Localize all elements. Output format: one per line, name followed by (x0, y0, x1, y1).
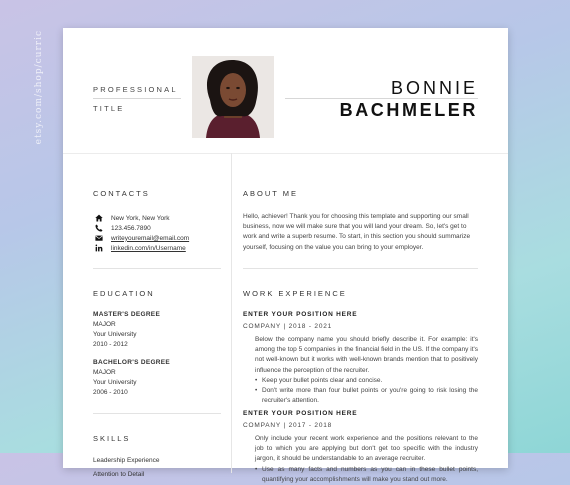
mail-icon (93, 234, 105, 242)
skill-item: Attention to Detail (93, 471, 145, 478)
contact-location-text: New York, New York (111, 214, 170, 222)
degree-years: 2010 - 2012 (93, 341, 128, 348)
column-divider (231, 153, 232, 473)
first-name: BONNIE (390, 78, 478, 98)
degree-school: Your University (93, 331, 137, 338)
title-label: TITLE (93, 104, 125, 113)
last-name: BACHMELER (339, 100, 478, 120)
linkedin-icon (93, 244, 105, 252)
skill-item: Leadership Experience (93, 457, 160, 464)
work-experience-heading: WORK EXPERIENCE (243, 289, 347, 298)
about-divider (243, 268, 478, 269)
profile-photo (192, 56, 274, 138)
contact-linkedin[interactable] (93, 244, 186, 252)
job-bullet: • Use as many facts and numbers as you can in these bullet points, quantifying your accomplishments will make you stand out more. (255, 465, 478, 485)
contact-phone-text: 123.456.7890 (111, 224, 151, 232)
job-bullet: • Keep your bullet points clear and concise. (255, 376, 478, 386)
degree-major: MAJOR (93, 321, 116, 328)
contact-email-link[interactable]: writeyouremail@email.com (111, 234, 190, 242)
degree-name: MASTER'S DEGREE (93, 311, 161, 318)
phone-icon (93, 224, 105, 232)
degree-years: 2006 - 2010 (93, 389, 128, 396)
professional-label: PROFESSIONAL (93, 85, 178, 94)
degree-major: MAJOR (93, 369, 116, 376)
contact-linkedin-link[interactable]: linkedin.com/in/Username (111, 244, 186, 252)
job-position: ENTER YOUR POSITION HERE (243, 311, 358, 318)
about-text: Hello, achiever! Thank you for choosing this template and supporting our small business, now we will make sure that you will land your dream. So, let's get to work and write a superb resume. To start, in this section you should summarize yourself, focusing on the value you can bring to your employer. (243, 213, 471, 251)
resume-header (63, 28, 508, 153)
contact-email[interactable] (93, 234, 189, 242)
contact-phone (93, 224, 151, 232)
job-description (255, 335, 478, 406)
header-bottom-divider (63, 153, 508, 154)
contacts-divider (93, 268, 221, 269)
contact-location (93, 214, 170, 222)
degree-name: BACHELOR'S DEGREE (93, 359, 171, 366)
education-heading: EDUCATION (93, 289, 155, 298)
skills-heading: SKILLS (93, 434, 131, 443)
degree-school: Your University (93, 379, 137, 386)
education-divider (93, 413, 221, 414)
home-icon (93, 214, 105, 222)
header-divider-left (93, 98, 181, 99)
job-company: COMPANY | 2017 - 2018 (243, 422, 333, 429)
about-heading: ABOUT ME (243, 189, 299, 198)
shop-watermark: etsy.com/shop/curric (34, 30, 44, 145)
job-company: COMPANY | 2018 - 2021 (243, 323, 333, 330)
contacts-heading: CONTACTS (93, 189, 150, 198)
job-bullet: • Don't write more than four bullet points or you're going to risk losing the recruiter's attention. (255, 386, 478, 406)
education-entry (93, 358, 170, 398)
education-entry (93, 310, 160, 350)
resume-page (63, 28, 508, 483)
job-description (255, 434, 478, 485)
job-position: ENTER YOUR POSITION HERE (243, 410, 358, 417)
job-summary: Only include your recent work experience and the positions relevant to the job to which you are applying but don't get too specific with the industry jargon, it should be understandable to an average recruiter. (255, 435, 478, 463)
job-summary: Below the company name you should briefly describe it. For example: it's among the top 5 companies in the financial field in the US. If the company it's not well-known but it works with well-known brands mention that to positively influence the perception of the recruiter. (255, 336, 478, 374)
